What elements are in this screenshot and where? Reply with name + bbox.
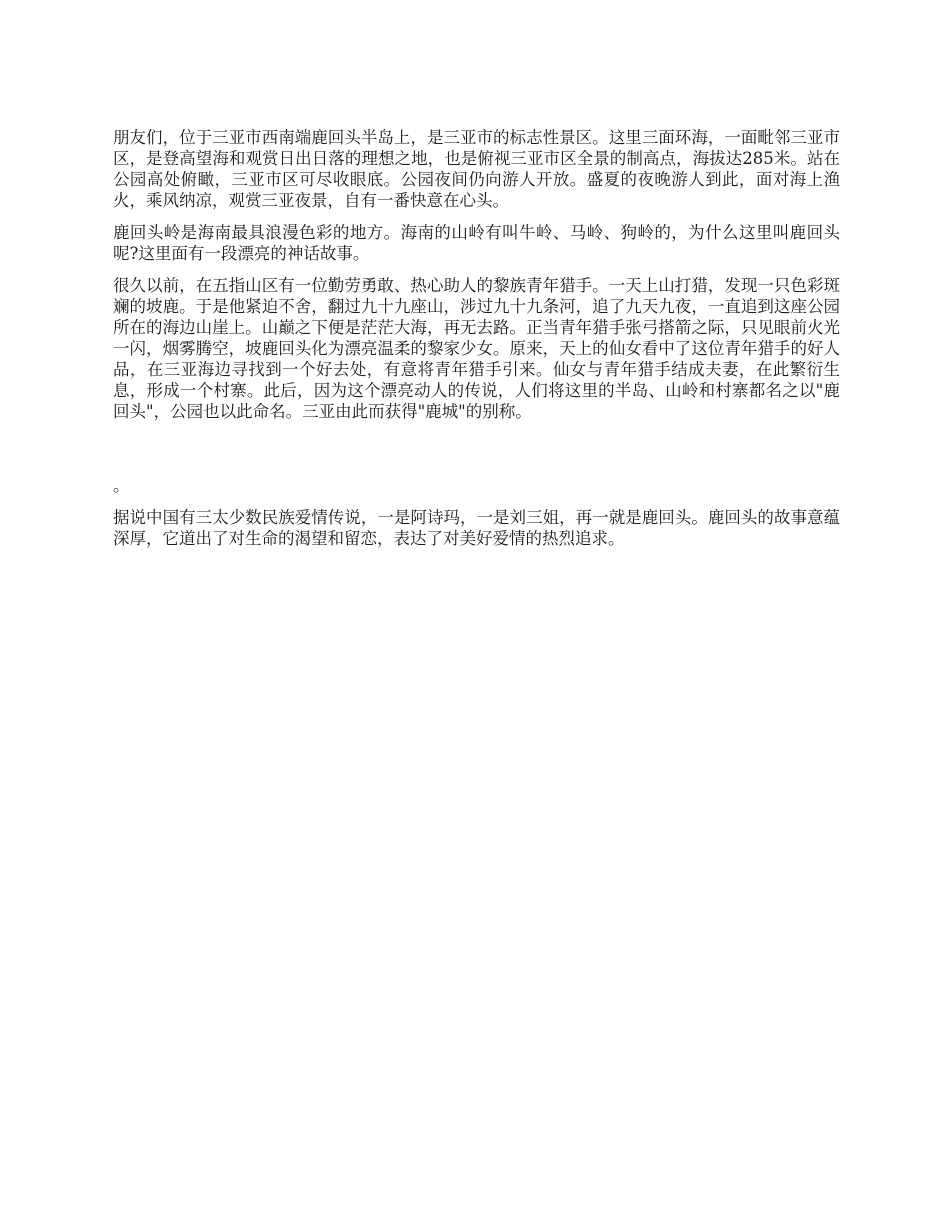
paragraph-name-origin: 鹿回头岭是海南最具浪漫色彩的地方。海南的山岭有叫牛岭、马岭、狗岭的，为什么这里叫鹿回头呢?这里面有一段漂亮的神话故事。 — [113, 223, 840, 263]
paragraph-intro: 朋友们，位于三亚市西南端鹿回头半岛上，是三亚市的标志性景区。这里三面环海，一面毗邻三亚市区，是登高望海和观赏日出日落的理想之地，也是俯视三亚市区全景的制高点，海拔达285米。站在公园高处俯瞰，三亚市区可尽收眼底。公园夜间仍向游人开放。盛夏的夜晚游人到此，面对海上渔火，乘风纳凉，观赏三亚夜景，自有一番快意在心头。 — [113, 128, 840, 210]
paragraph-legend: 很久以前，在五指山区有一位勤劳勇敢、热心助人的黎族青年猎手。一天上山打猎，发现一只色彩斑斓的坡鹿。于是他紧迫不舍，翻过九十九座山，涉过九十九条河，追了九天九夜，一直追到这座公园所在的海边山崖上。山巅之下便是茫茫大海，再无去路。正当青年猎手张弓搭箭之际，只见眼前火光一闪，烟雾腾空，坡鹿回头化为漂亮温柔的黎家少女。原来，天上的仙女看中了这位青年猎手的好人品，在三亚海边寻找到一个好去处，有意将青年猎手引来。仙女与青年猎手结成夫妻，在此繁衍生息，形成一个村寨。此后，因为这个漂亮动人的传说，人们将这里的半岛、山岭和村寨都名之以"鹿回头"，公园也以此命名。三亚由此而获得"鹿城"的别称。 — [113, 276, 840, 421]
blank-gap — [113, 433, 840, 475]
document-body — [113, 127, 840, 560]
stray-punctuation: 。 — [113, 476, 130, 495]
paragraph-closing: 据说中国有三太少数民族爱情传说，一是阿诗玛，一是刘三姐，再一就是鹿回头。鹿回头的故事意蕴深厚，它道出了对生命的渴望和留恋，表达了对美好爱情的热烈追求。 — [113, 508, 840, 548]
